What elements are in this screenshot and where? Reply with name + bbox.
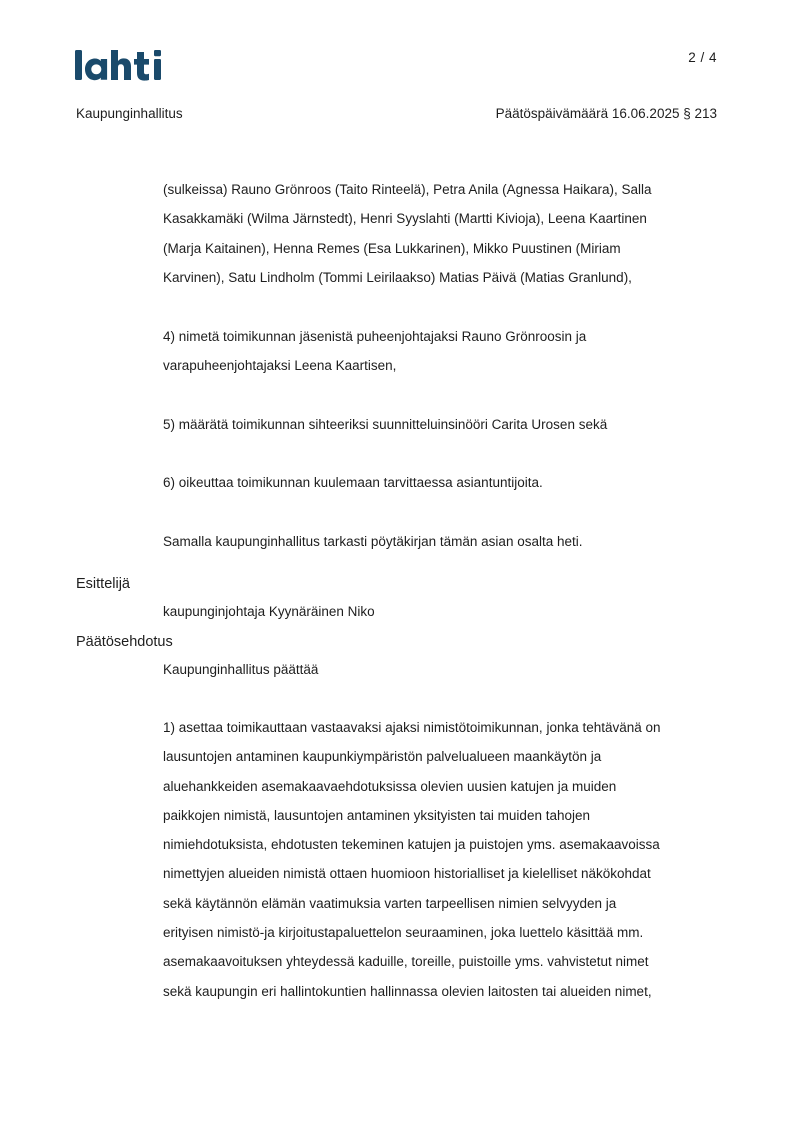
decision-date: Päätöspäivämäärä 16.06.2025 § 213 bbox=[495, 106, 717, 121]
item5-line: 5) määrätä toimikunnan sihteeriksi suunnitteluinsinööri Carita Urosen sekä bbox=[163, 417, 608, 432]
proposal-item1-line: lausuntojen antaminen kaupunkiympäristön palvelualueen maankäytön ja bbox=[163, 749, 602, 765]
members-line: (sulkeissa) Rauno Grönroos (Taito Rinteelä), Petra Anila (Agnessa Haikara), Salla bbox=[163, 182, 652, 197]
organization-name: Kaupunginhallitus bbox=[76, 106, 183, 121]
proposal-item1-line: nimiehdotuksista, ehdotusten tekeminen katujen ja puistojen yms. asemakaavoissa bbox=[163, 837, 660, 853]
item4-line: 4) nimetä toimikunnan jäsenistä puheenjohtajaksi Rauno Grönroosin ja bbox=[163, 329, 587, 344]
proposal-intro-line: Kaupunginhallitus päättää bbox=[163, 662, 319, 677]
presenter-heading: Esittelijä bbox=[76, 576, 130, 592]
proposal-heading: Päätösehdotus bbox=[76, 634, 173, 650]
decision-item-5 bbox=[163, 410, 723, 439]
proposal-item1-line: asemakaavoituksen yhteydessä kaduille, toreille, puistoille yms. vahvistetut nimet bbox=[163, 954, 649, 970]
page-number: 2 / 4 bbox=[688, 50, 717, 65]
proposal-item-1 bbox=[163, 713, 723, 1006]
members-line: (Marja Kaitainen), Henna Remes (Esa Lukkarinen), Mikko Puustinen (Miriam bbox=[163, 240, 621, 256]
lahti-logo bbox=[75, 47, 167, 86]
presenter-name-line: kaupunginjohtaja Kyynäräinen Niko bbox=[163, 604, 375, 619]
item6-line: 6) oikeuttaa toimikunnan kuulemaan tarvittaessa asiantuntijoita. bbox=[163, 475, 543, 490]
proposal-item1-line: sekä kaupungin eri hallintokuntien hallinnassa olevien laitosten tai alueiden nimet, bbox=[163, 983, 652, 999]
proposal-item1-line: sekä käytännön elämän vaatimuksia varten tarpeellisen nimien selvyyden ja bbox=[163, 895, 617, 911]
review-note-line: Samalla kaupunginhallitus tarkasti pöytäkirjan tämän asian osalta heti. bbox=[163, 534, 583, 549]
proposal-intro bbox=[163, 655, 723, 684]
lahti-logo-mark bbox=[75, 47, 167, 81]
proposal-item1-line: 1) asettaa toimikauttaan vastaavaksi ajaksi nimistötoimikunnan, jonka tehtävänä on bbox=[163, 720, 661, 735]
proposal-item1-line: nimettyjen alueiden nimistä ottaen huomioon historialliset ja kielelliset näkökohdat bbox=[163, 866, 651, 882]
item4-line: varapuheenjohtajaksi Leena Kaartisen, bbox=[163, 358, 397, 374]
presenter-name bbox=[163, 597, 723, 626]
members-list bbox=[163, 175, 723, 292]
proposal-item1-line: paikkojen nimistä, lausuntojen antaminen yksityisten tai muiden tahojen bbox=[163, 807, 590, 823]
proposal-item1-line: erityisen nimistö-ja kirjoitustapaluettelon seuraaminen, joka luettelo käsittää mm. bbox=[163, 925, 644, 941]
members-line: Karvinen), Satu Lindholm (Tommi Leirilaakso) Matias Päivä (Matias Granlund), bbox=[163, 269, 632, 285]
decision-item-6 bbox=[163, 468, 723, 497]
review-note bbox=[163, 527, 723, 556]
members-line: Kasakkamäki (Wilma Järnstedt), Henri Syyslahti (Martti Kivioja), Leena Kaartinen bbox=[163, 211, 647, 227]
proposal-item1-line: aluehankkeiden asemakaavaehdotuksissa olevien uusien katujen ja muiden bbox=[163, 778, 617, 794]
decision-item-4 bbox=[163, 322, 723, 381]
